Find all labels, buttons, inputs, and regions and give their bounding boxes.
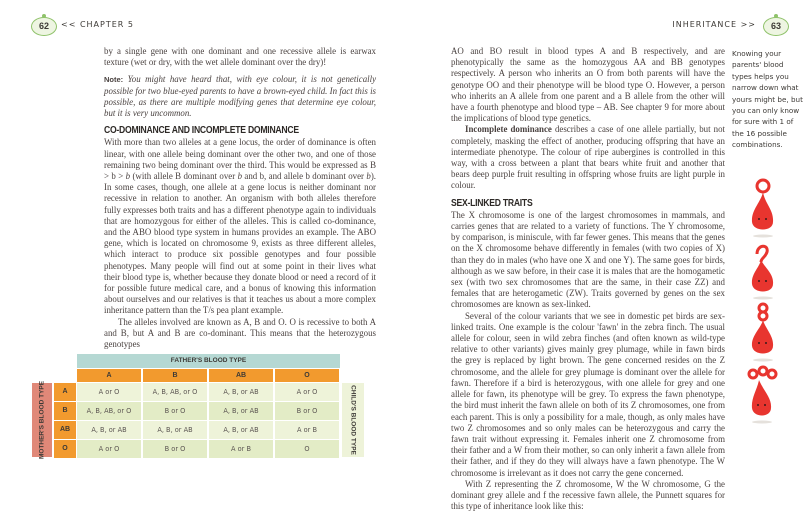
term-incomplete-dominance: Incomplete dominance bbox=[465, 124, 552, 135]
mother-header-label: MOTHER'S BLOOD TYPE bbox=[38, 380, 46, 460]
father-type-a: A bbox=[77, 369, 141, 382]
paragraph bbox=[104, 137, 376, 316]
table-cell: B or O bbox=[143, 440, 207, 458]
text: b bbox=[237, 171, 243, 182]
blood-drop-character-o-illustration bbox=[745, 364, 779, 426]
table-cell: A or O bbox=[77, 440, 141, 458]
child-header bbox=[342, 383, 364, 457]
child-header-label: CHILD'S BLOOD TYPE bbox=[349, 385, 357, 455]
father-type-o: O bbox=[275, 369, 339, 382]
section-heading-codominance: CO-DOMINANCE AND INCOMPLETE DOMINANCE bbox=[104, 124, 299, 137]
table-cell: A or O bbox=[77, 383, 141, 401]
father-type-b: B bbox=[143, 369, 207, 382]
table-cell: A or B bbox=[209, 440, 273, 458]
table-cell: B or O bbox=[143, 402, 207, 420]
table-cell: A or O bbox=[275, 383, 339, 401]
text: With more than two alleles at a gene locus, the order of dominance is often linear, with one allele being dominant over the other two, and one of those remaining two being dominant over the third. This would be expressed as B > b > bbox=[104, 137, 376, 182]
running-head-left: << CHAPTER 5 bbox=[61, 20, 134, 29]
table-cell: A, B, AB, or O bbox=[143, 383, 207, 401]
right-column bbox=[451, 46, 725, 512]
text: (with allele B dominant over bbox=[130, 171, 238, 182]
text: and b, and allele b dominant over bbox=[242, 171, 367, 182]
text: ). In some cases, though, one allele at a gene locus is neither dominant nor recessive in relation to another. An organism with both alleles therefore fully expresses both traits and has a different phenotype again to individuals that are homozygous for either of the alleles. This is called co-dominance, and the ABO blood type system in humans provides an example. The ABO gene, which is located on chromosome 9, exists as three different alleles, which interact to produce six possible genotypes and four possible phenotypes. Many people will find out at some point in their lives what their blood type is, whether because they donate blood or need a record of it for possible future medical care, and a bonus of knowing this information about ourselves and our relatives is that it teaches us about a more complex inheritance pattern than the T/s pea plant example. bbox=[104, 171, 376, 316]
table-cell: A or B bbox=[275, 421, 339, 439]
running-head-right: INHERITANCE >> bbox=[672, 20, 756, 29]
blood-drop-character-b-illustration bbox=[745, 240, 779, 302]
text: describes a case of one allele partially, but not completely, masking the effect of another, producing offspring that have an intermediate phenotype. The colour of ripe aubergines is controlled in this way, with a cross between a plant that bears white fruit and another that bears deep purple fruit resulting in offspring whose fruits are light purple in colour. bbox=[451, 124, 725, 191]
blood-drop-character-ab-illustration bbox=[745, 302, 779, 364]
sidenote: Knowing your parents' blood types helps you narrow down what yours might be, but you can only know for sure with 1 of the 16 possible combinations. bbox=[732, 49, 803, 150]
table-cell: A, B, or AB bbox=[209, 402, 273, 420]
text: b bbox=[366, 171, 371, 182]
paragraph: AO and BO result in blood types A and B respectively, and are phenotypically the same as the homozygous AA and BB genotypes respectively. A person who inherits an O from both parents will have the genotype OO and their phenotype will be blood type O. However, a person who inherits an A allele from one parent and a B allele from the other will have a fourth phenotype and blood type – AB. See chapter 9 for more about the implications of blood type genetics. bbox=[451, 46, 725, 124]
mother-type-o: O bbox=[54, 440, 76, 458]
section-heading-sex-linked: SEX-LINKED TRAITS bbox=[451, 196, 533, 209]
page-number-right: 63 bbox=[763, 17, 789, 36]
table-cell: O bbox=[275, 440, 339, 458]
table-cell: A, B, AB, or O bbox=[77, 402, 141, 420]
table-cell: A, B, or AB bbox=[77, 421, 141, 439]
text: b bbox=[125, 171, 131, 182]
table-cell: A, B, or AB bbox=[209, 421, 273, 439]
paragraph: Several of the colour variants that we see in domestic pet birds are sex-linked traits. One example is the colour 'fawn' in the zebra finch. The usual allele for colour, seen in wild zebra finches (and often known as wild-type relative to other variants) gives mainly grey plumage, while in fawn birds the grey is replaced by light brown. The gene concerned resides on the Z chromosome, and the allele for grey plumage is dominant over the allele for fawn. Therefore if a bird is heterozygous, with one allele for grey and one allele for fawn, its phenotype will be grey. To express the fawn phenotype, the bird must inherit the fawn allele on both of its Z chromosomes, one from each parent. This is only a possibility for a male, though, as only males have two Z chromosomes and so only males can be heterozygous and carry the fawn trait without expressing it. Females inherit one Z chromosome from their father and a W from their mother, so can only inherit a fawn allele from their father, and if they do they will always have a fawn phenotype. The W chromosome is irrelevant as it does not carry the gene concerned. bbox=[451, 310, 725, 478]
table-cell: A, B, or AB bbox=[209, 383, 273, 401]
note bbox=[104, 74, 376, 119]
father-type-ab: AB bbox=[209, 369, 273, 382]
left-column bbox=[104, 46, 376, 350]
blood-drop-character-a-illustration bbox=[745, 178, 779, 240]
page-number-left: 62 bbox=[31, 17, 57, 36]
paragraph: The alleles involved are known as A, B and O. O is recessive to both A and B, but A and B are co-dominant. This means that the heterozygous genotypes bbox=[104, 316, 376, 350]
table-cell: A, B, or AB bbox=[143, 421, 207, 439]
mother-header bbox=[32, 380, 52, 460]
mother-type-ab: AB bbox=[54, 421, 76, 439]
father-header: FATHER'S BLOOD TYPE bbox=[77, 354, 340, 368]
paragraph: With Z representing the Z chromosome, W the W chromosome, G the dominant grey allele and f the recessive fawn allele, the Punnett squares for this type of inheritance look like this: bbox=[451, 478, 725, 512]
paragraph bbox=[451, 124, 725, 191]
paragraph: by a single gene with one dominant and one recessive allele is earwax texture (wet or dry, with the wet allele dominant over the dry)! bbox=[104, 46, 376, 68]
mother-type-b: B bbox=[54, 402, 76, 420]
table-cell: B or O bbox=[275, 402, 339, 420]
mother-type-a: A bbox=[54, 383, 76, 401]
paragraph: The X chromosome is one of the largest chromosomes in mammals, and carries genes that are related to a variety of functions. The Y chromosome, by comparison, is miniscule, with far fewer genes. This means that the genes on the X chromosome behave differently in females (with two copies of X) than they do in males (who have one X and one Y). The same goes for birds, although as we saw before, in their case it is males that are the homogametic sex (with two sex chromosomes that are the same, in their case ZZ) and females that are heterogametic (ZW). Traits governed by genes on the sex chromosomes are known as sex-linked. bbox=[451, 209, 725, 310]
note-text: You might have heard that, with eye colour, it is not genetically possible for two blue-eyed parents to have a brown-eyed child. In fact this is possible, as there are multiple modifying genes that determine eye colour, but it is very uncommon. bbox=[104, 74, 377, 119]
note-label: Note: bbox=[104, 75, 124, 85]
